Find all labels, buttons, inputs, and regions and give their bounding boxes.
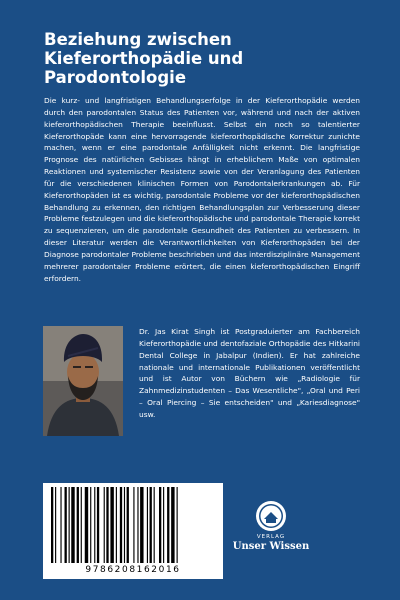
barcode-bar	[133, 487, 134, 563]
publisher-verlag-label: VERLAG	[256, 534, 286, 540]
barcode-bar	[120, 487, 122, 563]
barcode-bar	[159, 487, 161, 563]
barcode-bar	[116, 487, 117, 563]
barcode-bar	[110, 487, 113, 563]
barcode-bars	[51, 487, 215, 563]
barcode-bar	[51, 487, 53, 563]
barcode-bar	[140, 487, 143, 563]
barcode-bar	[104, 487, 105, 563]
barcode-bar	[97, 487, 99, 563]
author-bio: Dr. Jas Kirat Singh ist Postgraduierter am Fachbereich Kieferorthopädie und dentofaziale Orthopädie des Hitkarini Dental College in Jabalpur (Indien). Er hat zahlreiche nationale und internationale Publikationen veröffentlicht und ist Autor von Büchern wie „Radiologie für Zahnmedizinstudenten – Das Wesentliche", „Oral und Peri – Oral Piercing – Sie entscheiden" und „Kariesdiagnose" usw.	[139, 327, 360, 419]
barcode-bar	[171, 487, 174, 563]
book-title: Beziehung zwischen Kieferorthopädie und Parodontologie	[44, 30, 244, 87]
publisher-logo	[255, 500, 287, 532]
barcode-bar	[65, 487, 67, 563]
barcode-bar	[150, 487, 152, 563]
barcode-bar	[69, 487, 70, 563]
barcode-bar	[127, 487, 129, 563]
barcode-bar	[90, 487, 91, 563]
barcode-bar	[60, 487, 61, 563]
barcode-bar	[94, 487, 95, 563]
barcode-bar	[167, 487, 169, 563]
barcode-bar	[85, 487, 88, 563]
barcode-bar	[163, 487, 164, 563]
barcode-bar	[106, 487, 108, 563]
barcode-bar	[147, 487, 148, 563]
barcode-bar	[137, 487, 138, 563]
barcode-bar	[177, 487, 178, 563]
publisher-name: Unser Wissen	[232, 541, 310, 552]
barcode-bar	[124, 487, 125, 563]
book-description: Die kurz- und langfristigen Behandlungserfolge in der Kieferorthopädie werden durch den parodontalen Status des Patienten vor, während und nach der aktiven kieferorthopädischen Therapie beeinflusst. Selbst ein noch so talentierter Kieferorthopäde kann eine hervorragende kieferorthopädische Korrektur zunichte machen, wenn er eine parodontale Anfälligkeit nicht erkennt. Die langfristige Prognose des natürlichen Gebisses hängt in erheblichem Maße von optimalen Reaktionen und systemischer Resistenz sowie von der Veranlagung des Patienten für die verschiedenen klinischen Formen von Parodontalerkrankungen ab. Für Kieferorthopäden ist es wichtig, parodontale Probleme vor der kieferorthopädischen Behandlung zu erkennen, den richtigen Behandlungsplan zur Verbesserung dieser Probleme festzulegen und die kieferorthopädische und parodontale Therapie korrekt zu sequenzieren, um die parodontale Gesundheit des Patienten zu verbessern. In dieser Literatur werden die Verantwortlichkeiten von Kieferorthopäden bei der Diagnose parodontaler Probleme beschrieben und das interdisziplinäre Management mehrerer parodontaler Probleme erörtert, die einen kieferorthopädischen Eingriff erfordern.	[44, 96, 360, 283]
publisher-block	[231, 500, 311, 552]
isbn-number: 9786208162016	[85, 565, 181, 575]
barcode-bar	[81, 487, 82, 563]
barcode-bar	[55, 487, 56, 563]
isbn-barcode	[43, 483, 223, 579]
barcode-bar	[77, 487, 79, 563]
author-photo	[43, 326, 123, 436]
barcode-bar	[71, 487, 74, 563]
barcode-bar	[154, 487, 155, 563]
